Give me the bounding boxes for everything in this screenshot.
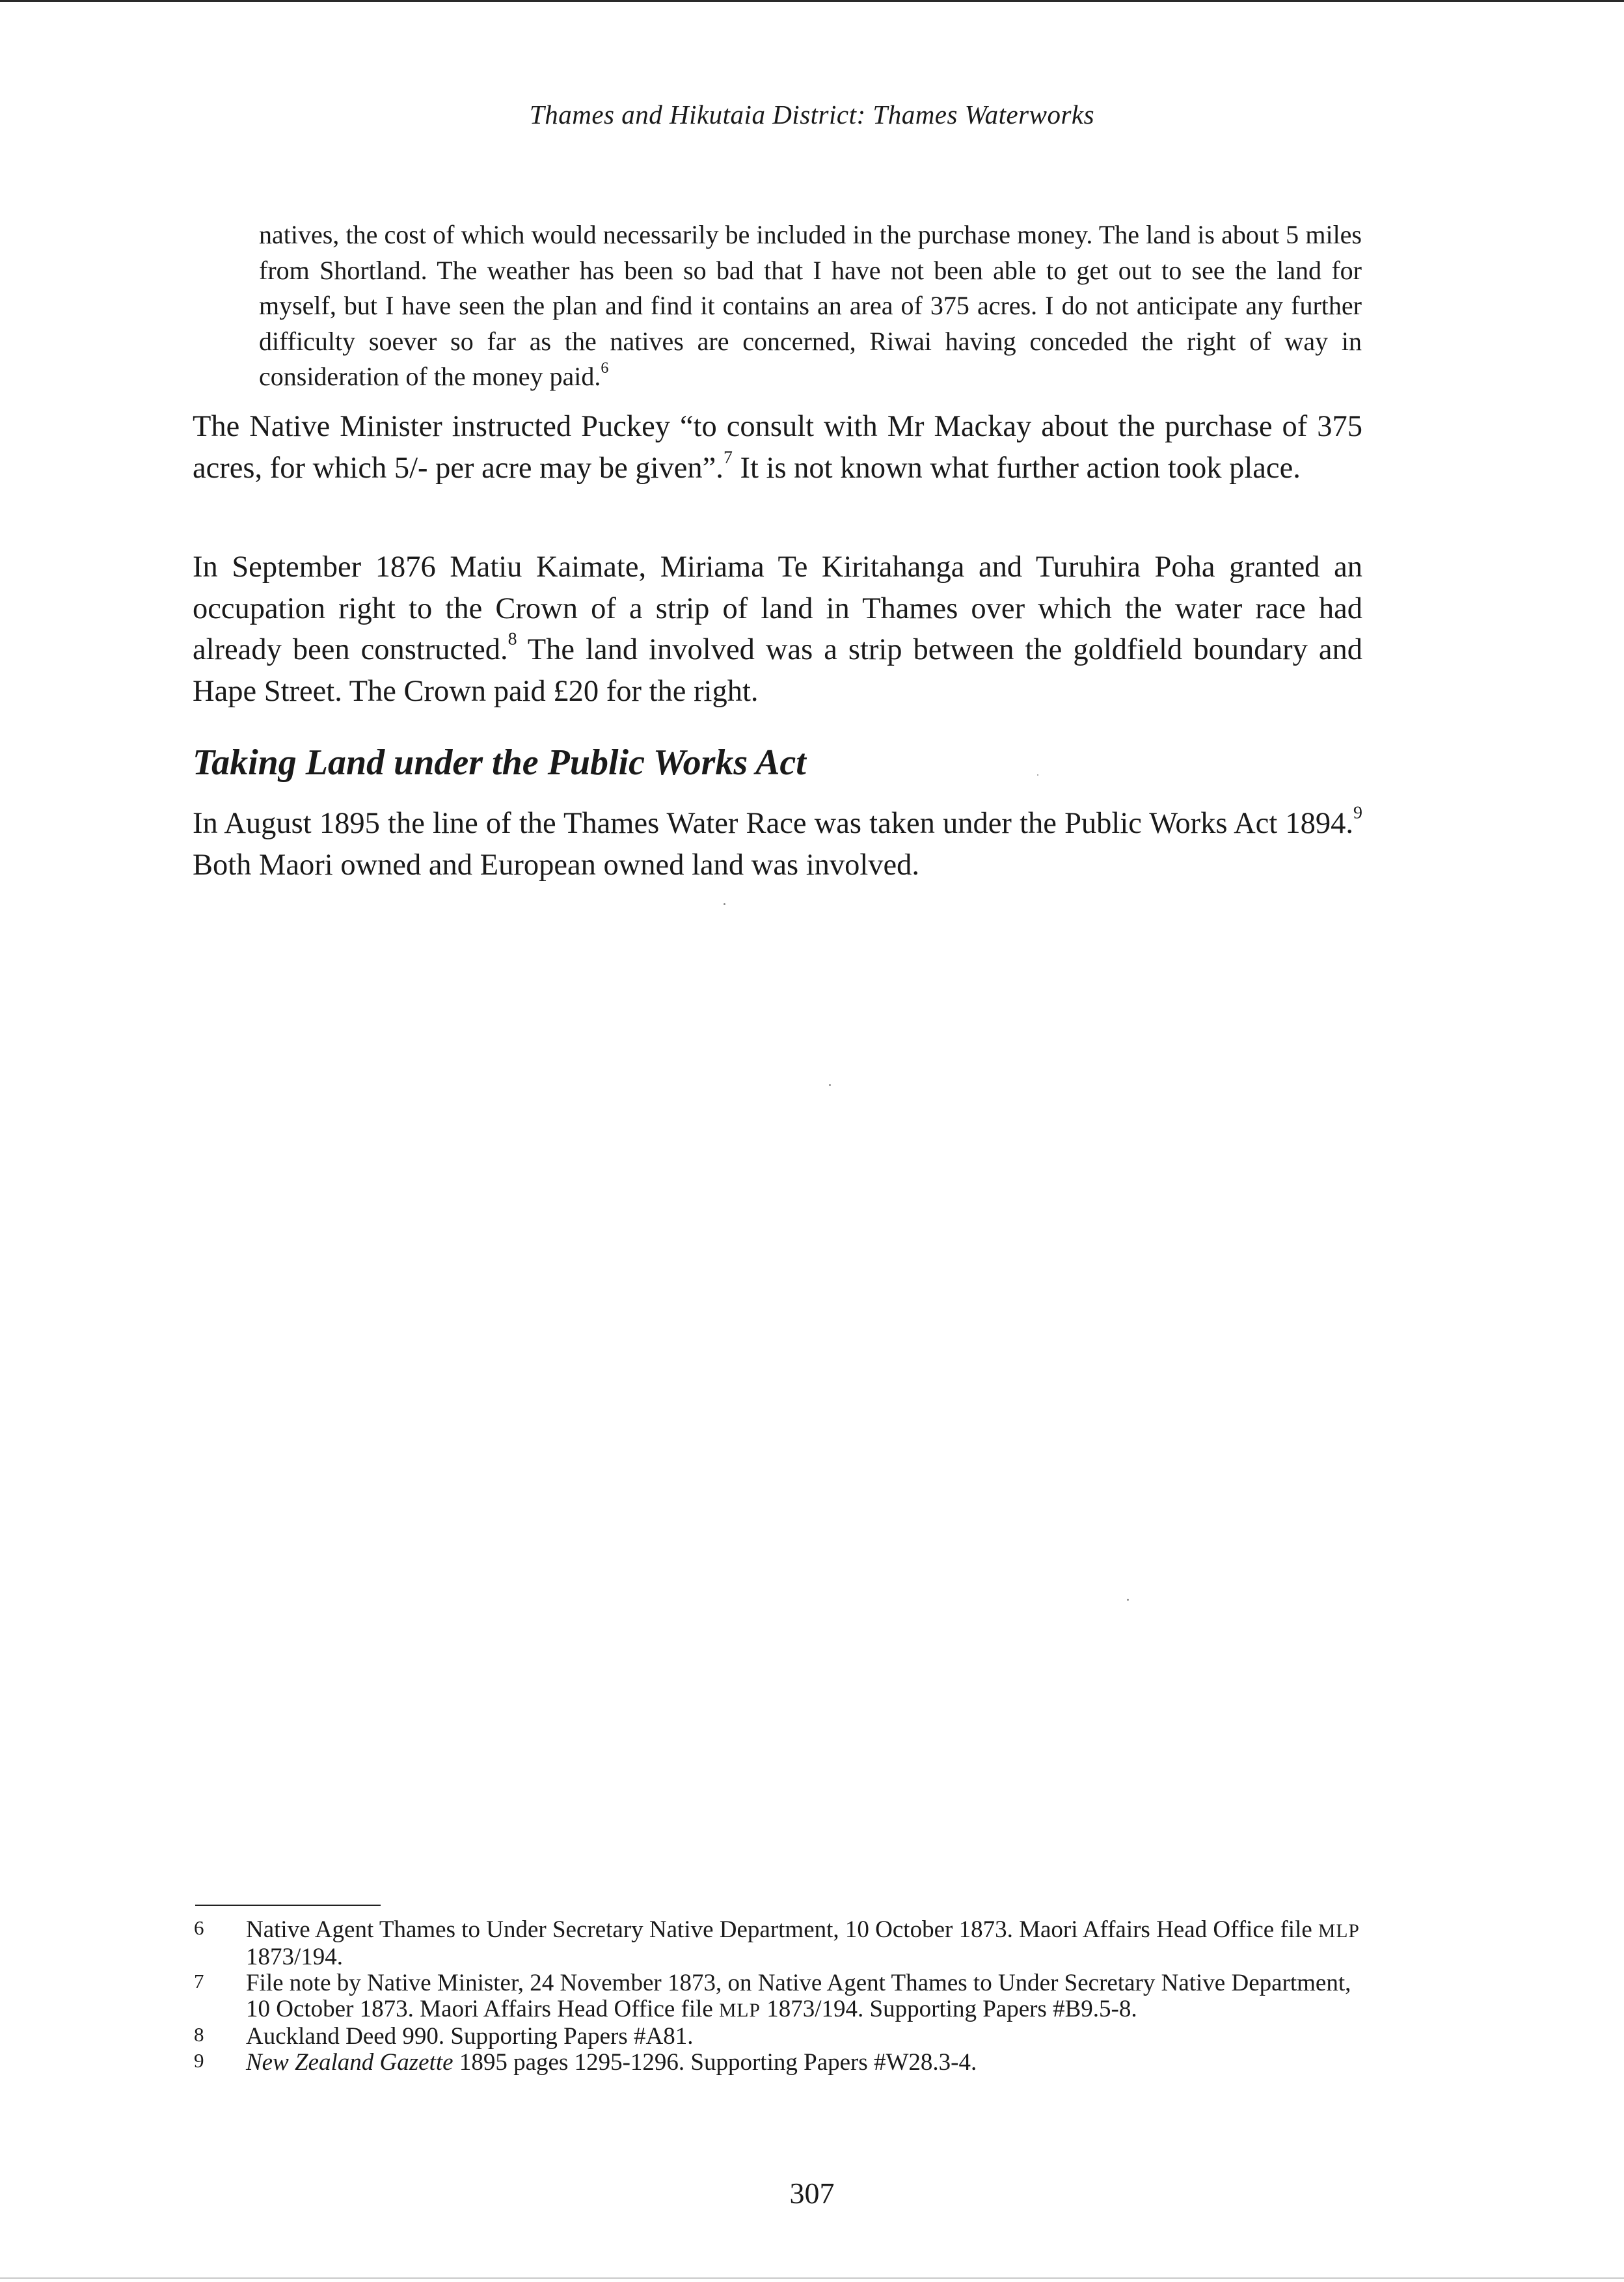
paragraph-text: In August 1895 the line of the Thames Water Race was taken under the Public Works Act 1894.: [193, 807, 1354, 840]
footnotes: [194, 1917, 1365, 2076]
paragraph-text: Both Maori owned and European owned land was involved.: [193, 848, 920, 882]
block-quote-text: natives, the cost of which would necessarily be included in the purchase money. The land is about 5 miles from Shortland. The weather has been so bad that I have not been able to get out to see the land for myself, but I have seen the plan and find it contains an area of 375 acres. I do not anticipate any further difficulty soever so far as the natives are concerned, Riwai having conceded the right of way in consideration of the money paid.: [259, 220, 1362, 391]
footnote-text: Auckland Deed 990. Supporting Papers #A81.: [246, 2023, 694, 2050]
scan-speck: [724, 903, 725, 905]
footnote-number: 8: [194, 2023, 204, 2046]
footnote-rule: [195, 1905, 381, 1906]
footnote-ref-9[interactable]: 9: [1353, 802, 1362, 823]
paragraph-text: It is not known what further action took place.: [732, 451, 1301, 485]
footnote-8: [194, 2024, 1365, 2050]
page-number: 307: [789, 2177, 835, 2210]
body-paragraph: [193, 803, 1362, 886]
footnote-text: Native Agent Thames to Under Secretary Native Department, 10 October 1873. Maori Affairs Head Office file: [246, 1916, 1319, 1943]
footnote-number: 9: [194, 2049, 204, 2072]
footnote-6: [194, 1917, 1365, 1970]
scan-speck: [1127, 1599, 1129, 1601]
scan-speck: [829, 1084, 831, 1086]
footnote-number: 7: [194, 1970, 204, 1992]
page-bottom-rule: [0, 2277, 1624, 2279]
footnote-italic-title: New Zealand Gazette: [246, 2049, 453, 2076]
footnote-7: [194, 1970, 1365, 2024]
footnote-text: 1873/194. Supporting Papers #B9.5-8.: [760, 1996, 1137, 2022]
page-top-rule: [0, 0, 1624, 2]
body-paragraph: [193, 547, 1362, 712]
footnote-9: [194, 2050, 1365, 2076]
paragraph-text: In September 1876 Matiu Kaimate, Miriama Te Kiritahanga and Turuhira Poha granted an occupation right to the Crown of a strip of land in Thames over which the water race had already been constructed.: [193, 550, 1362, 666]
footnote-smallcaps: MLP: [719, 2000, 761, 2021]
footnote-smallcaps: MLP: [1318, 1921, 1360, 1942]
scan-speck: [1037, 774, 1038, 776]
footnote-ref-7[interactable]: 7: [723, 447, 733, 468]
footnote-text: 1873/194.: [246, 1944, 344, 1970]
footnote-text: 1895 pages 1295-1296. Supporting Papers #W28.3-4.: [453, 2049, 977, 2076]
running-head: Thames and Hikutaia District: Thames Waterworks: [529, 100, 1095, 129]
body-paragraph: [193, 406, 1362, 489]
paragraph-text: The Native Minister instructed Puckey “to consult with Mr Mackay about the purchase of 375 acres, for which 5/- per acre may be given”.: [193, 410, 1362, 485]
block-quote: [259, 217, 1362, 395]
footnote-ref-6[interactable]: 6: [601, 359, 609, 377]
paragraph-text: The land involved was a strip between the goldfield boundary and Hape Street. The Crown paid £20 for the right.: [193, 633, 1363, 708]
footnote-text: File note by Native Minister, 24 November 1873, on Native Agent Thames to Under Secretary Native Department, 10 October 1873. Maori Affairs Head Office file: [246, 1970, 1351, 2022]
footnote-number: 6: [194, 1916, 204, 1939]
footnote-ref-8[interactable]: 8: [508, 629, 517, 649]
section-heading: Taking Land under the Public Works Act: [193, 742, 806, 783]
